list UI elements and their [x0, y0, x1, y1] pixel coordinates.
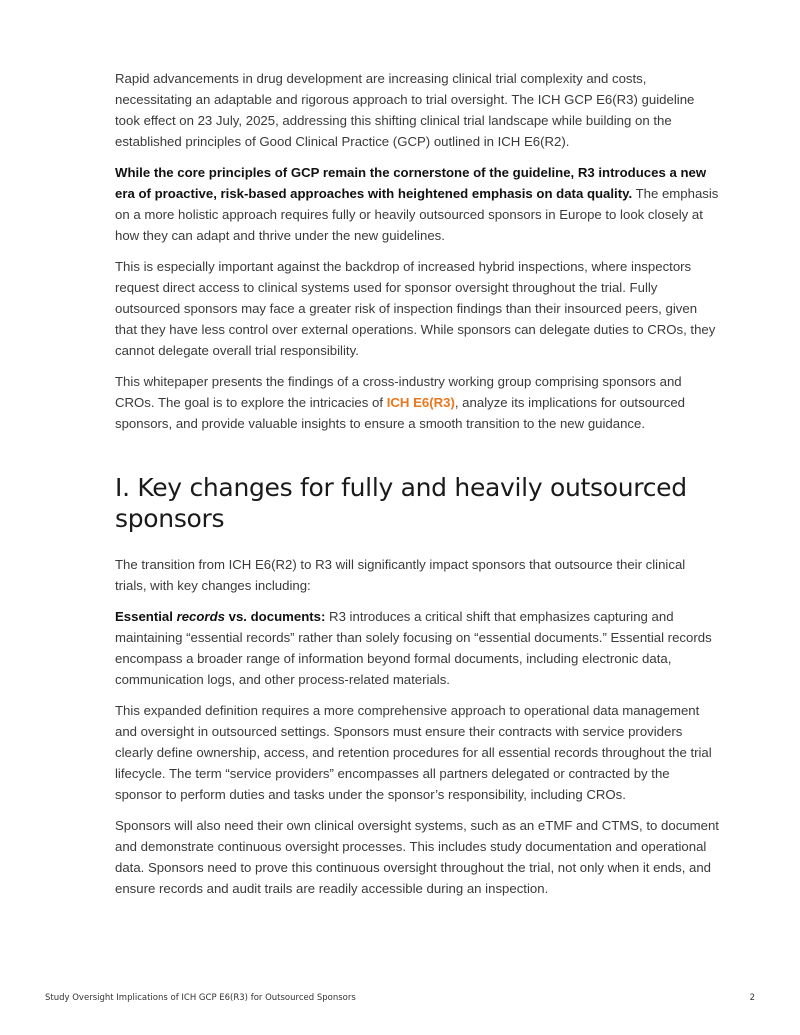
- ich-e6r3-link[interactable]: ICH E6(R3): [386, 395, 455, 410]
- essential-records-paragraph: [115, 606, 720, 690]
- page-footer: [45, 993, 755, 1003]
- documents-label-part: vs. documents:: [224, 609, 326, 624]
- essential-label-part: Essential: [115, 609, 177, 624]
- essential-records-text: R3 introduces a critical shift that emphasizes capturing and maintaining “essential records” rather than solely focusing on “essential documents.” Essential records encompass a broader range of information beyond formal documents, including electronic data, communication logs, and other process-related materials.: [115, 609, 712, 687]
- gcp-principles-text: The emphasis on a more holistic approach requires fully or heavily outsourced sponsors in Europe to look closely at how they can adapt and thrive under the new guidelines.: [115, 186, 719, 243]
- footer-title: Study Oversight Implications of ICH GCP E6(R3) for Outsourced Sponsors: [45, 993, 356, 1003]
- gcp-principles-paragraph: [115, 162, 720, 246]
- whitepaper-purpose-end: , analyze its implications for outsourced sponsors, and provide valuable insights to ensure a smooth transition to the new guidance.: [115, 395, 686, 431]
- document-body: [115, 68, 720, 909]
- whitepaper-purpose-start: This whitepaper presents the findings of a cross-industry working group comprising sponsors and CROs. The goal is to explore the intricacies of: [115, 374, 682, 410]
- page-number: 2: [749, 993, 755, 1003]
- section-heading: I. Key changes for fully and heavily outsourced sponsors: [115, 473, 687, 533]
- transition-paragraph: The transition from ICH E6(R2) to R3 will significantly impact sponsors that outsource their clinical trials, with key changes including:: [115, 557, 686, 593]
- essential-records-label: [115, 609, 325, 624]
- hybrid-inspections-paragraph: This is especially important against the backdrop of increased hybrid inspections, where inspectors request direct access to clinical systems used for sponsor oversight throughout the trial. Fully outsourced sponsors may face a greater risk of inspection findings than their insourced peers, given that they have less control over external operations. While sponsors can delegate duties to CROs, they cannot delegate overall trial responsibility.: [115, 259, 716, 358]
- gcp-principles-emphasis: While the core principles of GCP remain the cornerstone of the guideline, R3 introduces a new era of proactive, risk-based approaches with heightened emphasis on data quality.: [115, 165, 707, 201]
- whitepaper-purpose-paragraph: [115, 371, 720, 434]
- expanded-definition-paragraph: This expanded definition requires a more comprehensive approach to operational data management and oversight in outsourced settings. Sponsors must ensure their contracts with service providers clearly define ownership, access, and retention procedures for all essential records throughout the trial lifecycle. The term “service providers” encompasses all partners delegated or contracted by the sponsor to perform duties and tasks under the sponsor’s responsibility, including CROs.: [115, 703, 712, 802]
- oversight-systems-paragraph: Sponsors will also need their own clinical oversight systems, such as an eTMF and CTMS, to document and demonstrate continuous oversight processes. This includes study documentation and operational data. Sponsors need to prove this continuous oversight throughout the trial, not only when it ends, and ensure records and audit trails are readily accessible during an inspection.: [115, 818, 719, 896]
- records-label-italic: records: [176, 609, 225, 624]
- intro-paragraph: Rapid advancements in drug development are increasing clinical trial complexity and costs, necessitating an adaptable and rigorous approach to trial oversight. The ICH GCP E6(R3) guideline took effect on 23 July, 2025, addressing this shifting clinical trial landscape while building on the established principles of Good Clinical Practice (GCP) outlined in ICH E6(R2).: [115, 71, 695, 149]
